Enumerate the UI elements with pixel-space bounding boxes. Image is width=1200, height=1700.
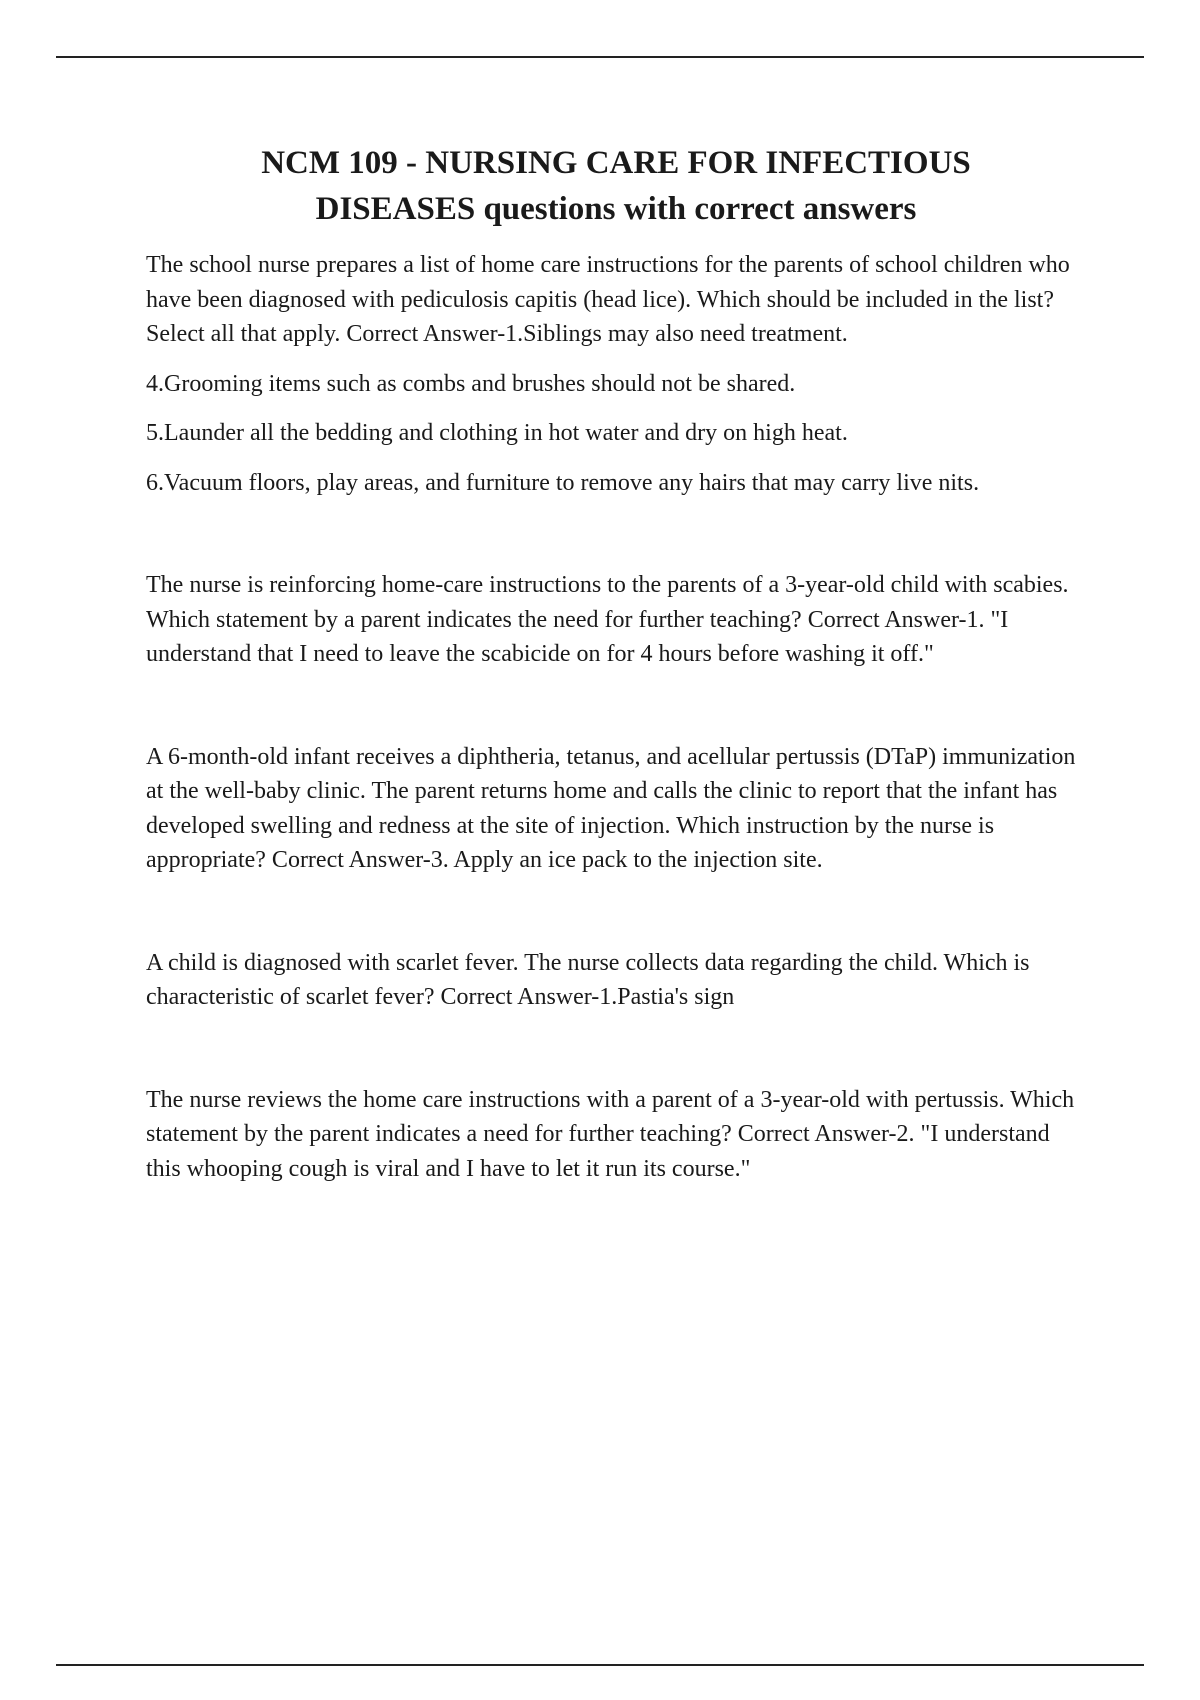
answer-item: 6.Vacuum floors, play areas, and furniture to remove any hairs that may carry live nits. bbox=[146, 469, 980, 496]
answer-item: 4.Grooming items such as combs and brushes should not be shared. bbox=[146, 370, 796, 397]
question-text: The school nurse prepares a list of home care instructions for the parents of school children who have been diagnosed with pediculosis capitis (head lice). Which should be included in the list? Select all that apply. Correct Answer-1.Siblings may also need treatment. bbox=[146, 252, 1070, 347]
document-title bbox=[146, 140, 1086, 232]
question-text: A 6-month-old infant receives a diphtheria, tetanus, and acellular pertussis (DTaP) immunization at the well-baby clinic. The parent returns home and calls the clinic to report that the infant has developed swelling and redness at the site of injection. Which instruction by the nurse is appropriate? Correct Answer-3. Apply an ice pack to the injection site. bbox=[146, 743, 1076, 873]
question-text: The nurse is reinforcing home-care instructions to the parents of a 3-year-old child with scabies. Which statement by a parent indicates the need for further teaching? Correct Answer-1. "I understand that I need to leave the scabicide on for 4 hours before washing it off." bbox=[146, 572, 1069, 667]
question-block-3 bbox=[146, 740, 1086, 878]
answer-item: 5.Launder all the bedding and clothing in hot water and dry on high heat. bbox=[146, 420, 848, 446]
question-block-2 bbox=[146, 568, 1086, 672]
top-rule bbox=[56, 56, 1144, 58]
question-block-1 bbox=[146, 248, 1086, 500]
question-block-4 bbox=[146, 946, 1086, 1015]
question-block-5 bbox=[146, 1083, 1086, 1187]
question-text: The nurse reviews the home care instructions with a parent of a 3-year-old with pertussis. Which statement by the parent indicates a need for further teaching? Correct Answer-2. "I understand this whooping cough is viral and I have to let it run its course." bbox=[146, 1086, 1075, 1182]
bottom-rule bbox=[56, 1664, 1144, 1666]
document-body bbox=[146, 140, 1086, 1186]
title-line-2: DISEASES questions with correct answers bbox=[315, 191, 917, 227]
title-line-1: NCM 109 - NURSING CARE FOR INFECTIOUS bbox=[261, 145, 971, 181]
question-text: A child is diagnosed with scarlet fever. The nurse collects data regarding the child. Which is characteristic of scarlet fever? Correct Answer-1.Pastia's sign bbox=[146, 949, 1030, 1010]
